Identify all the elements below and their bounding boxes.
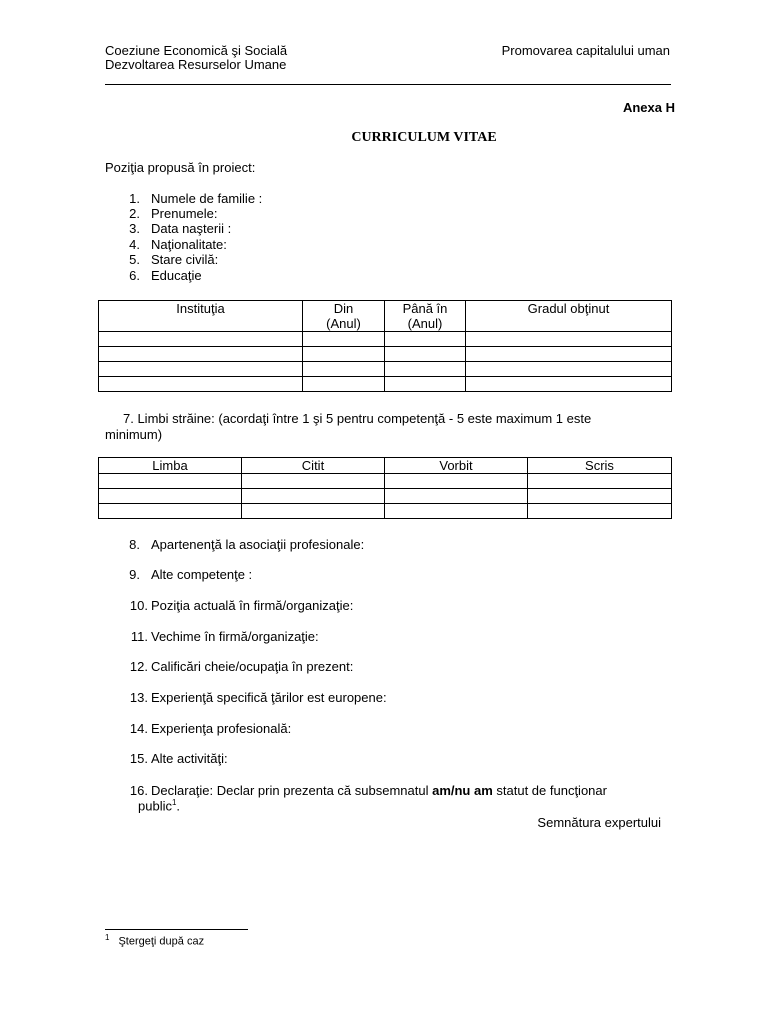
table-cell[interactable]	[303, 362, 385, 377]
list-item-number: 8.	[129, 537, 140, 552]
footnote-separator	[105, 929, 248, 930]
list-item-text: Data naşterii :	[151, 221, 232, 236]
list-item-number: 2.	[129, 206, 140, 221]
table-row	[99, 362, 672, 377]
table-row	[99, 474, 672, 489]
table-cell[interactable]	[466, 377, 672, 392]
declaration-period: .	[176, 798, 181, 814]
table-cell[interactable]	[99, 474, 242, 489]
languages-intro: 7. Limbi străine: (acordaţi între 1 şi 5 pentru competenţă - 5 este maximum 1 este	[123, 411, 592, 426]
declaration-line2	[138, 798, 180, 813]
list-item-text: Educaţie	[151, 268, 202, 283]
list-item-number: 15.	[129, 751, 148, 766]
table-cell[interactable]	[99, 504, 242, 519]
table-cell[interactable]	[528, 474, 672, 489]
list-item-number: 6.	[129, 268, 140, 283]
anexa-label: Anexa H	[622, 100, 675, 115]
list-item-number: 9.	[129, 567, 140, 582]
header-rule	[105, 84, 671, 85]
table-cell[interactable]	[99, 362, 303, 377]
list-item-text: Vechime în firmă/organizaţie:	[151, 629, 319, 644]
education-table	[98, 300, 672, 392]
declaration-bold: am/nu am	[432, 783, 493, 798]
list-item-text: Stare civilă:	[151, 252, 219, 267]
list-item-text: Calificări cheie/ocupaţia în prezent:	[151, 659, 354, 674]
list-item-number: 1.	[129, 191, 140, 206]
languages-header-language: Limba	[99, 458, 242, 474]
table-cell[interactable]	[303, 332, 385, 347]
table-row	[99, 332, 672, 347]
declaration-suffix: statut de funcţionar	[492, 783, 607, 798]
table-cell[interactable]	[242, 504, 385, 519]
table-cell[interactable]	[385, 474, 528, 489]
declaration-prefix: Declaraţie: Declar prin prezenta că subsemnatul	[151, 783, 433, 798]
list-item-text: Poziţia actuală în firmă/organizaţie:	[151, 598, 354, 613]
list-item-number: 11.	[130, 629, 148, 644]
languages-header-spoken: Vorbit	[385, 458, 528, 474]
table-cell[interactable]	[385, 489, 528, 504]
table-cell[interactable]	[99, 377, 303, 392]
table-cell[interactable]	[385, 362, 466, 377]
table-cell[interactable]	[99, 489, 242, 504]
list-item-number: 14.	[129, 721, 148, 736]
table-row	[99, 489, 672, 504]
table-cell[interactable]	[528, 504, 672, 519]
table-cell[interactable]	[528, 489, 672, 504]
list-item-text: Prenumele:	[151, 206, 218, 221]
table-cell[interactable]	[466, 362, 672, 377]
header-left-line1: Coeziune Economică şi Socială	[105, 43, 288, 58]
table-cell[interactable]	[242, 489, 385, 504]
signature-label: Semnătura expertului	[537, 815, 661, 830]
list-item-text: Experienţă specifică ţărilor est europene:	[151, 690, 387, 705]
list-item-number: 5.	[129, 252, 140, 267]
header-right: Promovarea capitalului uman	[501, 43, 670, 58]
languages-table	[98, 457, 672, 519]
declaration-line1	[151, 783, 607, 798]
table-cell[interactable]	[99, 332, 303, 347]
table-cell[interactable]	[385, 347, 466, 362]
education-header-institution: Instituţia	[99, 301, 303, 332]
table-row	[99, 347, 672, 362]
header-left-line2: Dezvoltarea Resurselor Umane	[105, 57, 287, 72]
education-header-to: Până în (Anul)	[385, 301, 466, 332]
list-item-number: 13.	[129, 690, 148, 705]
list-item-number: 3.	[129, 221, 140, 236]
table-cell[interactable]	[99, 347, 303, 362]
table-cell[interactable]	[466, 347, 672, 362]
table-row	[99, 504, 672, 519]
table-cell[interactable]	[242, 474, 385, 489]
list-item-number: 4.	[129, 237, 140, 252]
footnote-mark: 1	[105, 933, 110, 942]
list-item-text: Experienţa profesională:	[151, 721, 292, 736]
table-cell[interactable]	[303, 347, 385, 362]
education-header-degree: Gradul obţinut	[466, 301, 672, 332]
list-item-text: Alte competenţe :	[151, 567, 253, 582]
table-cell[interactable]	[385, 332, 466, 347]
list-item-text: Alte activităţi:	[151, 751, 228, 766]
education-header-from: Din (Anul)	[303, 301, 385, 332]
list-item-number: 16.	[129, 783, 148, 798]
languages-intro-cont: minimum)	[105, 427, 163, 442]
table-row	[99, 377, 672, 392]
list-item-text: Apartenenţă la asociaţii profesionale:	[151, 537, 365, 552]
footnote-text: Ştergeţi după caz	[118, 935, 205, 948]
page-title: CURRICULUM VITAE	[351, 130, 497, 145]
list-item-text: Numele de familie :	[151, 191, 263, 206]
footnote-reference[interactable]: 1	[171, 798, 177, 807]
position-label: Poziţia propusă în proiect:	[105, 160, 256, 175]
list-item-number: 12.	[129, 659, 148, 674]
footnote	[105, 933, 204, 948]
list-item-number: 10.	[129, 598, 148, 613]
table-cell[interactable]	[303, 377, 385, 392]
languages-header-written: Scris	[528, 458, 672, 474]
declaration-public: public	[138, 798, 172, 814]
languages-header-read: Citit	[242, 458, 385, 474]
table-cell[interactable]	[466, 332, 672, 347]
table-cell[interactable]	[385, 504, 528, 519]
list-item-text: Naţionalitate:	[151, 237, 227, 252]
table-cell[interactable]	[385, 377, 466, 392]
